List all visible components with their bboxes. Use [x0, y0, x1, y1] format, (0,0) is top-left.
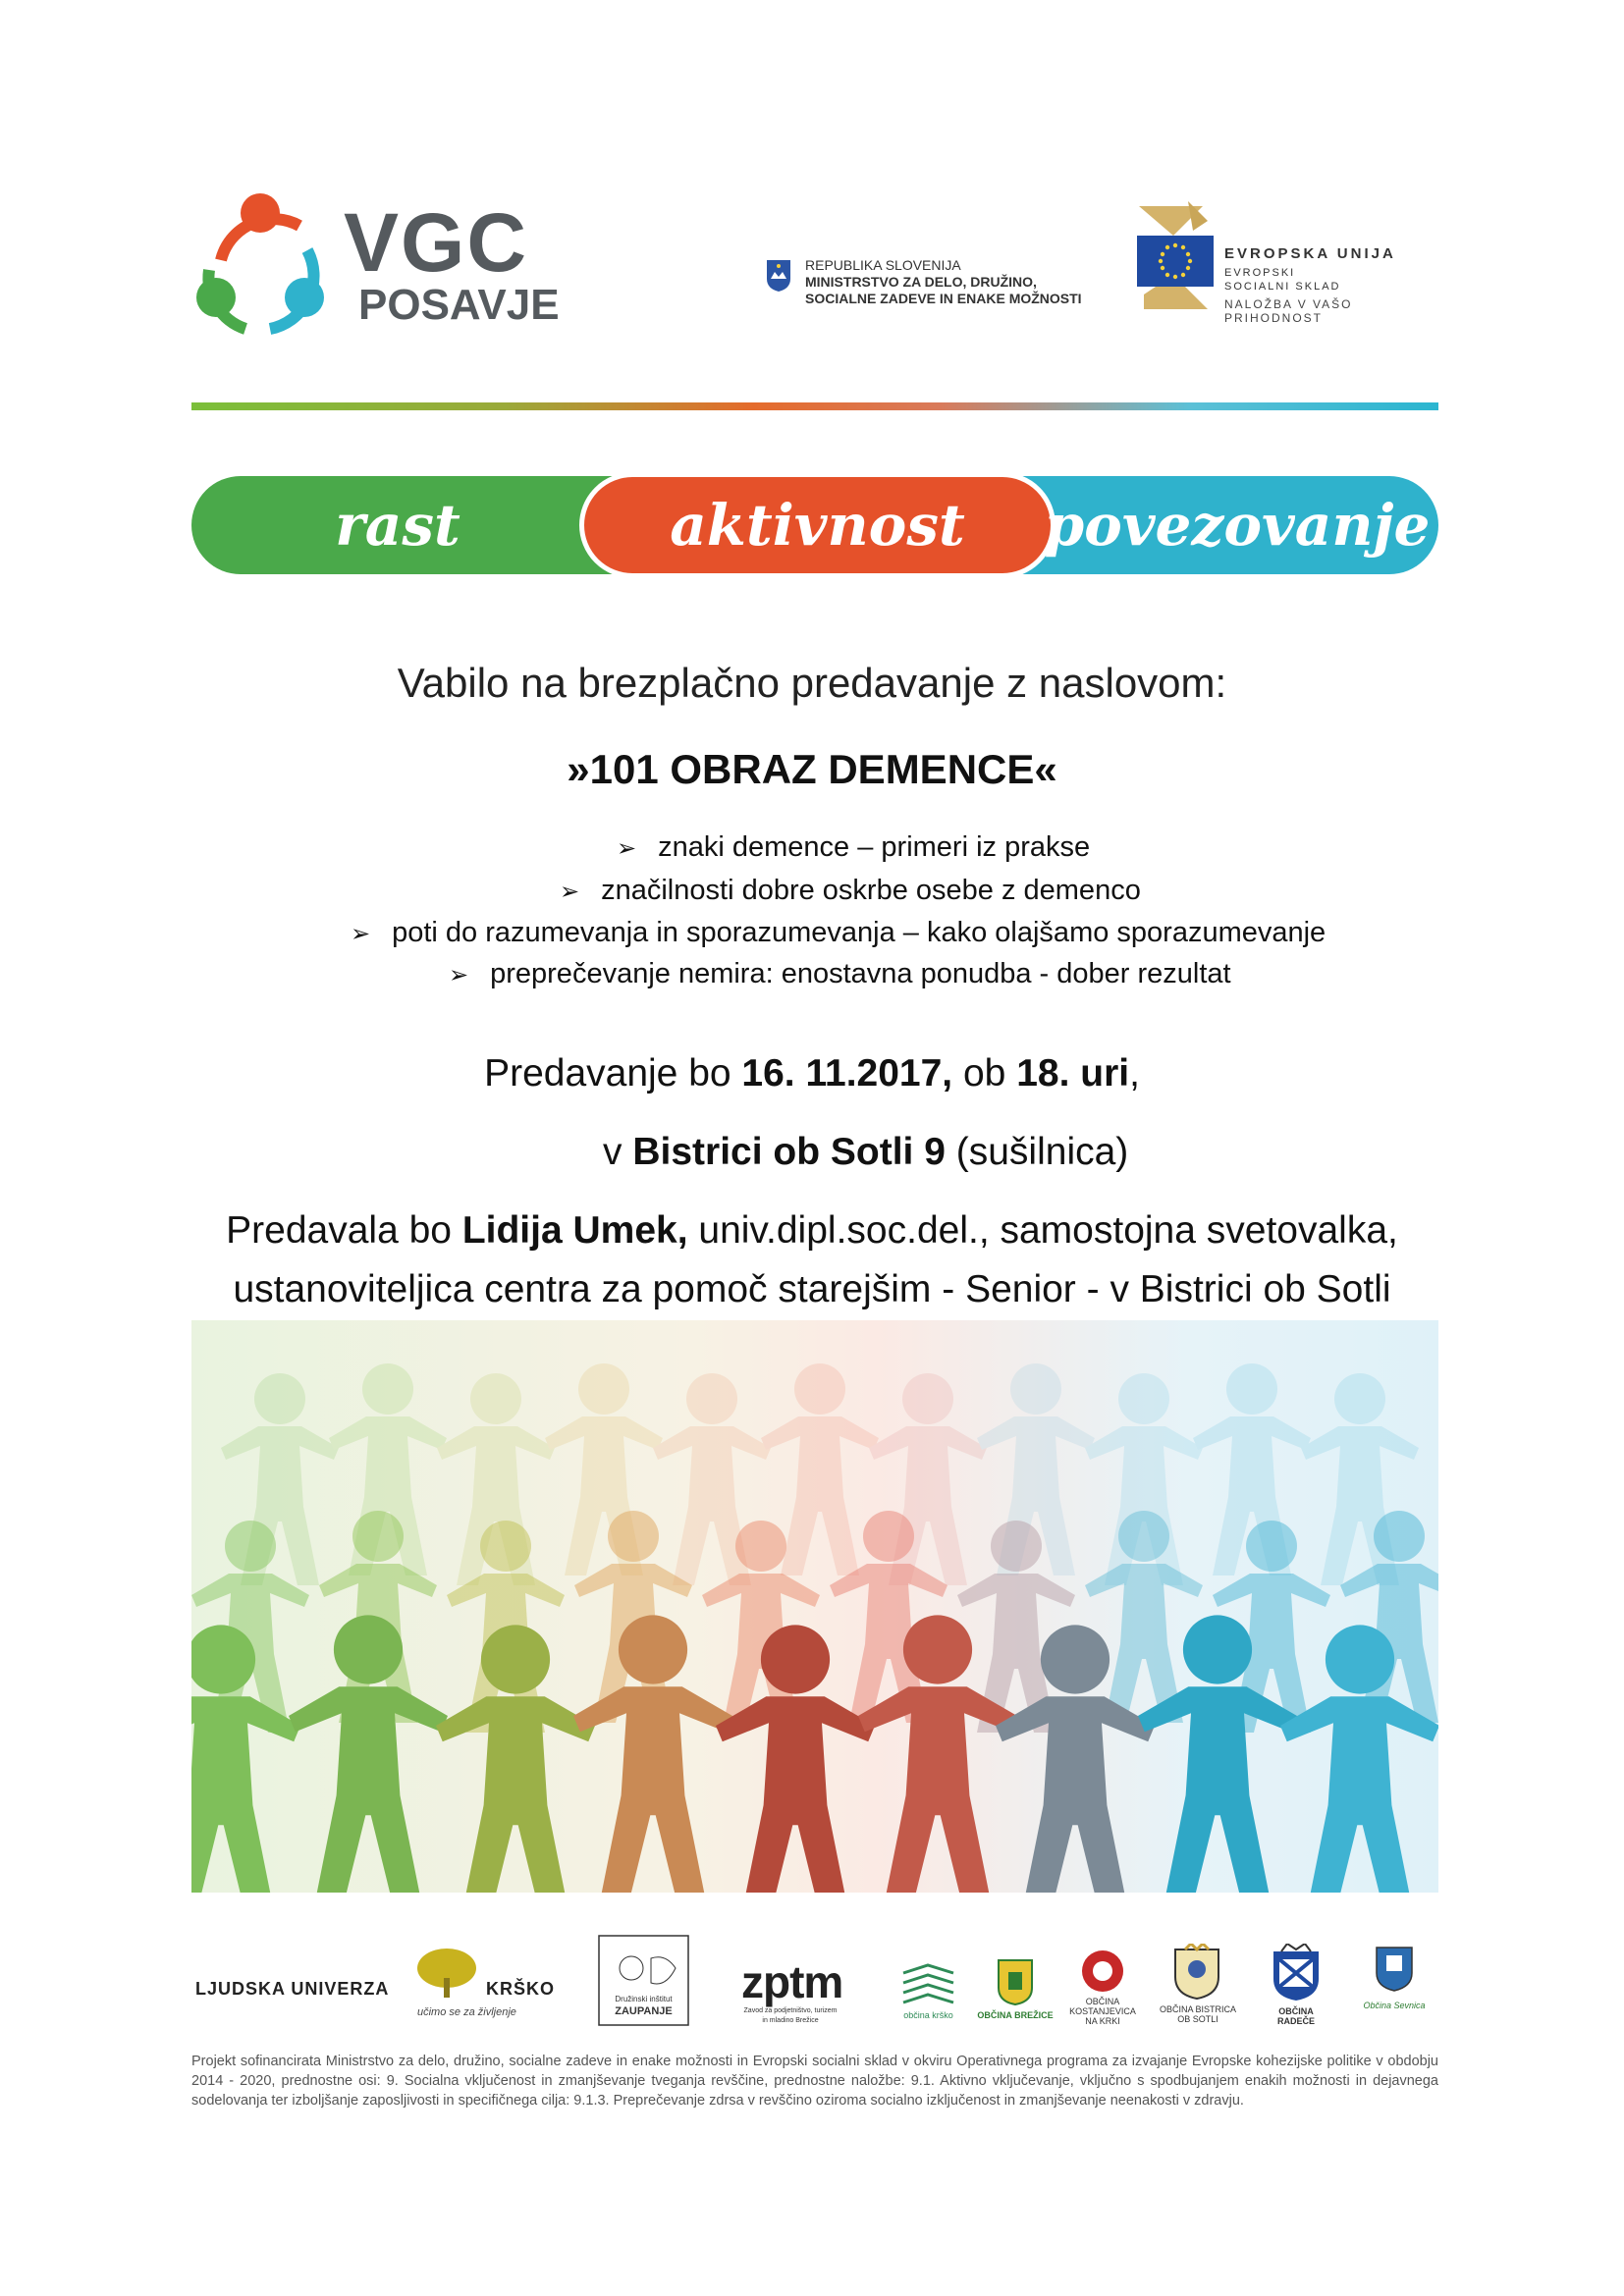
speaker-line-1 — [0, 1209, 1624, 1253]
ministry-line-2: MINISTRSTVO ZA DELO, DRUŽINO, — [805, 274, 1037, 290]
arrow-bullet-icon: ➢ — [351, 921, 371, 947]
bistrica-label: OBČINA BISTRICA OB SOTLI — [1159, 2004, 1237, 2024]
lecture-place: Bistrici ob Sotli 9 — [632, 1131, 946, 1173]
lecture-where — [603, 1131, 1128, 1174]
radece-coat-of-arms-icon — [1272, 1944, 1321, 2002]
where-suffix: (sušilnica) — [945, 1131, 1129, 1173]
zptm-sub: Zavod za podjetništvo, turizem in mladino Brežice — [743, 2007, 838, 2024]
brezice-label: OBČINA BREŽICE — [977, 2010, 1054, 2020]
ljudska-univerza-tagline: učimo se za življenje — [417, 2006, 516, 2018]
partner-logos-row — [191, 1924, 1438, 2032]
funding-note: Projekt sofinancirata Ministrstvo za delo, družino, socialne zadeve in enake možnosti in Evropski socialni sklad v okviru Operativnega programa za izvajanje Evropske kohezijske politike v obdobju 2014 - 2020, prednostne osi: 9. Socialna vključenost in zmanjševanje tveganja revščine, prednostne naložbe: 9.1. Aktivno vključevanje, vključno s spodbujanjem enakih možnosti in dejavnega sodelovanja ter izboljšanje zaposljivosti in specifičnega cilja: 9.1.3. Preprečevanje zdrsa v revščino oziroma socialno izključenost in zmanjševanje neenakosti v zdravju. — [191, 2054, 1438, 2109]
lecture-time: 18. uri — [1016, 1052, 1130, 1095]
slogan-bar — [191, 476, 1438, 574]
topic-text: poti do razumevanja in sporazumevanja – kako olajšamo sporazumevanje — [392, 917, 1326, 948]
eu-title: EVROPSKA UNIJA — [1224, 245, 1396, 262]
ministry-logo — [766, 257, 1100, 316]
lecture-date: 16. 11.2017, — [741, 1052, 953, 1095]
when-mid: ob — [952, 1052, 1017, 1095]
topic-text: značilnosti dobre oskrbe osebe z demenco — [601, 875, 1141, 906]
paper-people-illustration — [191, 1320, 1438, 1893]
eu-social-fund-logo — [1134, 201, 1448, 325]
ministry-line-3: SOCIALNE ZADEVE IN ENAKE MOŽNOSTI — [805, 291, 1082, 306]
eu-flag-icon — [1137, 236, 1214, 287]
zaupanje-sub: Družinski inštitut — [615, 1995, 673, 2003]
speaker-credentials: univ.dipl.soc.del., samostojna svetovalka, — [687, 1209, 1398, 1252]
slogan-aktivnost: aktivnost — [670, 492, 965, 559]
invitation-intro: Vabilo na brezplačno predavanje z naslovom: — [397, 660, 1227, 706]
header-gradient-rule — [191, 402, 1438, 410]
topic-text: znaki demence – primeri iz prakse — [658, 831, 1091, 863]
brezice-coat-of-arms-icon — [997, 1958, 1034, 2005]
vgc-people-mark-icon — [191, 191, 329, 339]
arrow-bullet-icon: ➢ — [449, 962, 469, 988]
when-suffix: , — [1129, 1052, 1140, 1095]
vgc-wordmark: VGC — [344, 196, 529, 289]
where-prefix: v — [603, 1131, 633, 1173]
ministry-line-1: REPUBLIKA SLOVENIJA — [805, 257, 961, 273]
slovenia-crest-icon — [766, 259, 791, 293]
vgc-subtitle: POSAVJE — [358, 281, 560, 329]
bistrica-coat-of-arms-icon — [1173, 1944, 1220, 2001]
eu-fund-line-1: EVROPSKI — [1224, 267, 1296, 279]
krsko-municipality-logo-icon — [901, 1963, 955, 2007]
topic-item — [449, 958, 1231, 990]
eu-motto: NALOŽBA V VAŠO PRIHODNOST — [1224, 297, 1353, 325]
lecture-when — [0, 1052, 1624, 1095]
paper-people-chain-image — [191, 1320, 1438, 1893]
kostanjevica-coat-of-arms-icon — [1080, 1949, 1125, 1994]
radece-label: OBČINA RADEČE — [1276, 2006, 1315, 2026]
zaupanje-name: ZAUPANJE — [615, 2005, 673, 2017]
topic-item — [351, 917, 1326, 949]
sevnica-label: Občina Sevnica — [1363, 2001, 1426, 2010]
speaker-prefix: Predavala bo — [226, 1209, 462, 1252]
slogan-povezovanje: povezovanje — [1044, 492, 1431, 559]
zptm-logo-text: zptm — [741, 1956, 843, 2007]
vgc-posavje-logo — [191, 191, 565, 339]
eu-fund-line-2: SOCIALNI SKLAD — [1224, 281, 1341, 293]
lecture-title: »101 OBRAZ DEMENCE« — [567, 746, 1057, 792]
arrow-bullet-icon: ➢ — [617, 835, 637, 862]
sevnica-coat-of-arms-icon — [1375, 1946, 1414, 1993]
krsko-municipality-label: občina krško — [903, 2010, 953, 2020]
kostanjevica-label: OBČINA KOSTANJEVICA NA KRKI — [1069, 1997, 1136, 2026]
tree-logo-icon — [412, 1944, 481, 2002]
topic-text: preprečevanje nemira: enostavna ponudba - dober rezultat — [490, 958, 1231, 989]
krsko-logo-text: KRŠKO — [486, 1979, 556, 1999]
speaker-line-2: ustanoviteljica centra za pomoč starejšim - Senior - v Bistrici ob Sotli — [233, 1268, 1391, 1310]
topic-item — [617, 831, 1090, 864]
speaker-name: Lidija Umek, — [461, 1209, 688, 1252]
topic-item — [560, 875, 1141, 907]
when-prefix: Predavanje bo — [484, 1052, 742, 1095]
slogan-rast: rast — [335, 492, 460, 559]
arrow-bullet-icon: ➢ — [560, 879, 580, 905]
ljudska-univerza-logo-text: LJUDSKA UNIVERZA — [195, 1979, 390, 1999]
